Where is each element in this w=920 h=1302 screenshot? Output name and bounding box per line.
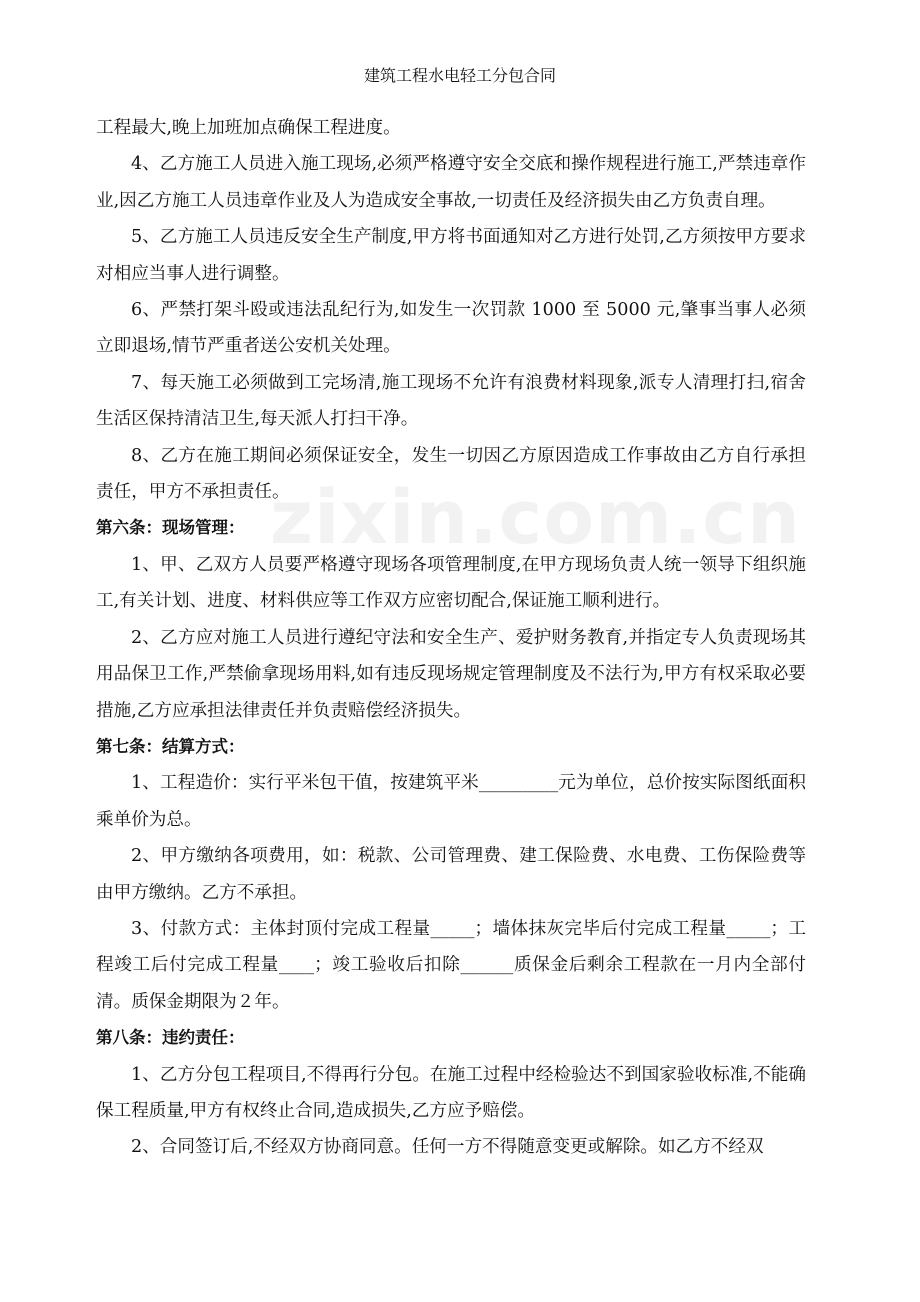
section-heading: 第七条：结算方式： — [96, 736, 245, 756]
section-heading: 第六条：现场管理： — [96, 518, 245, 538]
continued-paragraph: 工程最大,晚上加班加点确保工程进度。 — [96, 118, 401, 138]
clause-paragraph: 4、乙方施工人员进入施工现场,必须严格遵守安全交底和操作规程进行施工,严禁违章作业,因乙方施工人员违章作业及人为造成安全事故,一切责任及经济损失由乙方负责自理。 — [96, 154, 806, 211]
watermark: zixin.com.cn — [270, 475, 801, 561]
clause-paragraph: 1、工程造价：实行平米包干值，按建筑平米_________元为单位，总价按实际图纸面积乘单价为总。 — [96, 773, 806, 830]
contract-body — [96, 110, 806, 1166]
clause-paragraph: 2、合同签订后,不经双方协商同意。任何一方不得随意变更或解除。如乙方不经双 — [131, 1137, 764, 1158]
clause-paragraph: 7、每天施工必须做到工完场清,施工现场不允许有浪费材料现象,派专人清理打扫,宿舍生活区保持清洁卫生,每天派人打扫干净。 — [96, 372, 806, 430]
clause-paragraph: 8、乙方在施工期间必须保证安全，发生一切因乙方原因造成工作事故由乙方自行承担责任，甲方不承担责任。 — [96, 445, 806, 503]
clause-paragraph: 5、乙方施工人员违反安全生产制度,甲方将书面通知对乙方进行处罚,乙方须按甲方要求对相应当事人进行调整。 — [96, 227, 806, 284]
clause-paragraph: 6、严禁打架斗殴或违法乱纪行为,如发生一次罚款 1000 至 5000 元,肇事当事人必须立即退场,情节严重者送公安机关处理。 — [96, 300, 806, 357]
clause-paragraph: 2、甲方缴纳各项费用，如：税款、公司管理费、建工保险费、水电费、工伤保险费等由甲方缴纳。乙方不承担。 — [96, 846, 806, 903]
clause-paragraph: 1、乙方分包工程项目,不得再行分包。在施工过程中经检验达不到国家验收标准,不能确保工程质量,甲方有权终止合同,造成损失,乙方应予赔偿。 — [96, 1064, 806, 1121]
clause-paragraph: 2、乙方应对施工人员进行遵纪守法和安全生产、爱护财务教育,并指定专人负责现场其用品保卫工作,严禁偷拿现场用料,如有违反现场规定管理制度及不法行为,甲方有权采取必要措施,乙方应承担法律责任并负责赔偿经济损失。 — [96, 627, 806, 721]
section-heading: 第八条：违约责任： — [96, 1028, 245, 1048]
clause-paragraph: 3、付款方式：主体封顶付完成工程量_____；墙体抹灰完毕后付完成工程量_____；工程竣工后付完成工程量____；竣工验收后扣除______质保金后剩余工程款在一月内全部付清。质保金期限为２年。 — [96, 918, 806, 1012]
page-header-title: 建筑工程水电轻工分包合同 — [363, 66, 556, 85]
clause-paragraph: 1、甲、乙双方人员要严格遵守现场各项管理制度,在甲方现场负责人统一领导下组织施工,有关计划、进度、材料供应等工作双方应密切配合,保证施工顺利进行。 — [96, 554, 806, 612]
